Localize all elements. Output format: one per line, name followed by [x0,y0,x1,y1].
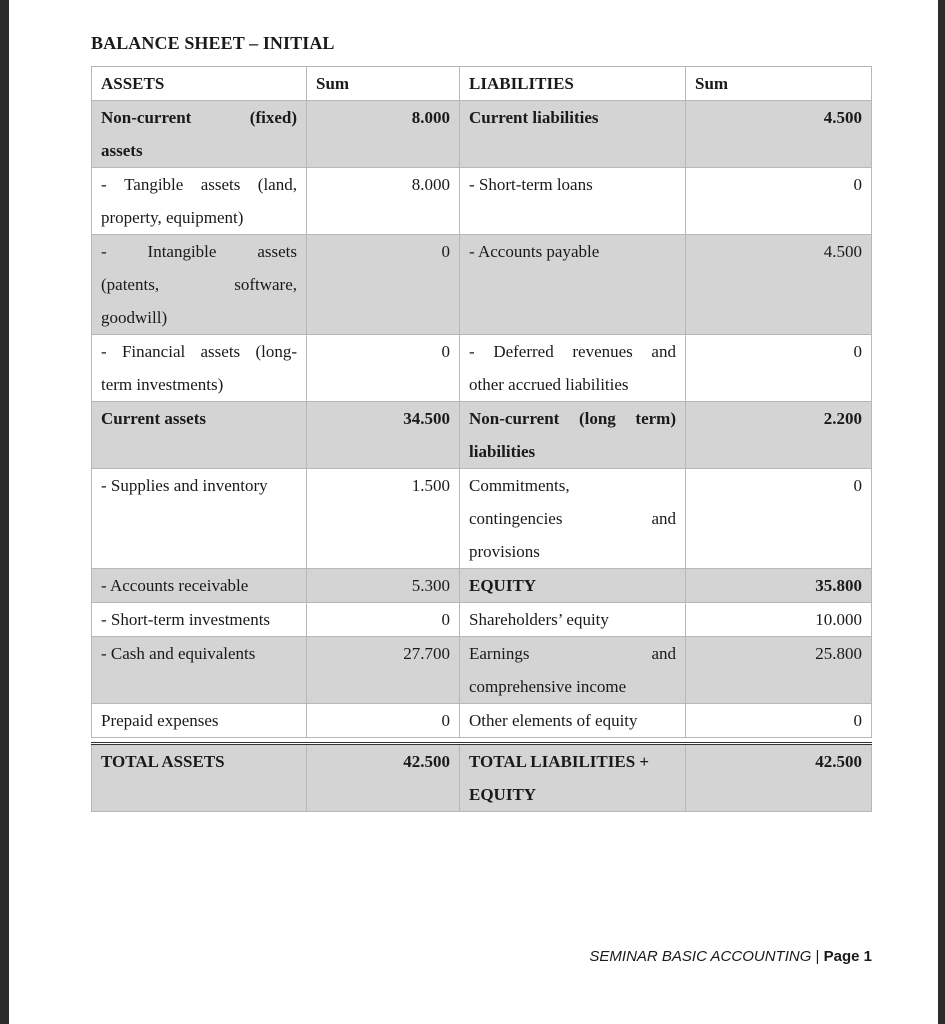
asset-sum: 27.700 [307,637,460,704]
footer-separator: | [815,948,820,965]
balance-sheet-table [91,66,872,812]
asset-label: Non-current (fixed) assets [92,101,307,168]
table-row [92,335,872,402]
table-row [92,637,872,704]
liability-sum: 0 [686,168,872,235]
table-row [92,603,872,637]
asset-sum: 1.500 [307,469,460,569]
liability-sum: 10.000 [686,603,872,637]
asset-sum: 8.000 [307,101,460,168]
header-liabilities: LIABILITIES [460,67,686,101]
total-assets-label: TOTAL ASSETS [92,744,307,812]
liability-sum: 4.500 [686,101,872,168]
asset-label: - Short-term investments [92,603,307,637]
liability-sum: 25.800 [686,637,872,704]
asset-sum: 0 [307,235,460,335]
table-row [92,402,872,469]
liability-sum: 0 [686,469,872,569]
table-total-row [92,744,872,812]
liability-label: Commitments, contingencies and provisions [460,469,686,569]
total-liabilities-label: TOTAL LIABILITIES + EQUITY [460,744,686,812]
total-liabilities-sum: 42.500 [686,744,872,812]
total-assets-sum: 42.500 [307,744,460,812]
liability-label: Shareholders’ equity [460,603,686,637]
asset-label: - Financial assets (long- term investments) [92,335,307,402]
table-row [92,235,872,335]
liability-sum: 0 [686,704,872,738]
liability-label: Non-current (long term) liabilities [460,402,686,469]
table-row [92,168,872,235]
asset-sum: 8.000 [307,168,460,235]
header-assets: ASSETS [92,67,307,101]
right-edge-bar [938,0,945,1024]
asset-label: Current assets [92,402,307,469]
asset-sum: 0 [307,335,460,402]
left-edge-bar [0,0,9,1024]
liability-label: - Accounts payable [460,235,686,335]
asset-sum: 0 [307,704,460,738]
header-liabilities-sum: Sum [686,67,872,101]
asset-sum: 0 [307,603,460,637]
asset-label: - Cash and equivalents [92,637,307,704]
liability-label: - Deferred revenues and other accrued liabilities [460,335,686,402]
table-row [92,704,872,738]
liability-label: EQUITY [460,569,686,603]
liability-label: Current liabilities [460,101,686,168]
table-row [92,569,872,603]
liability-sum: 4.500 [686,235,872,335]
liability-label: Other elements of equity [460,704,686,738]
liability-sum: 2.200 [686,402,872,469]
page-title: BALANCE SHEET – INITIAL [91,33,335,53]
asset-label: - Supplies and inventory [92,469,307,569]
page-footer [589,948,872,965]
table-row [92,101,872,168]
liability-sum: 35.800 [686,569,872,603]
asset-label: - Intangible assets (patents, software, goodwill) [92,235,307,335]
header-assets-sum: Sum [307,67,460,101]
footer-page-number: Page 1 [823,948,872,965]
table-header-row [92,67,872,101]
asset-label: - Accounts receivable [92,569,307,603]
liability-label: - Short-term loans [460,168,686,235]
liability-sum: 0 [686,335,872,402]
asset-label: - Tangible assets (land, property, equipment) [92,168,307,235]
asset-sum: 5.300 [307,569,460,603]
table-row [92,469,872,569]
asset-sum: 34.500 [307,402,460,469]
asset-label: Prepaid expenses [92,704,307,738]
footer-document-title: SEMINAR BASIC ACCOUNTING [589,948,812,965]
liability-label: Earnings and comprehensive income [460,637,686,704]
